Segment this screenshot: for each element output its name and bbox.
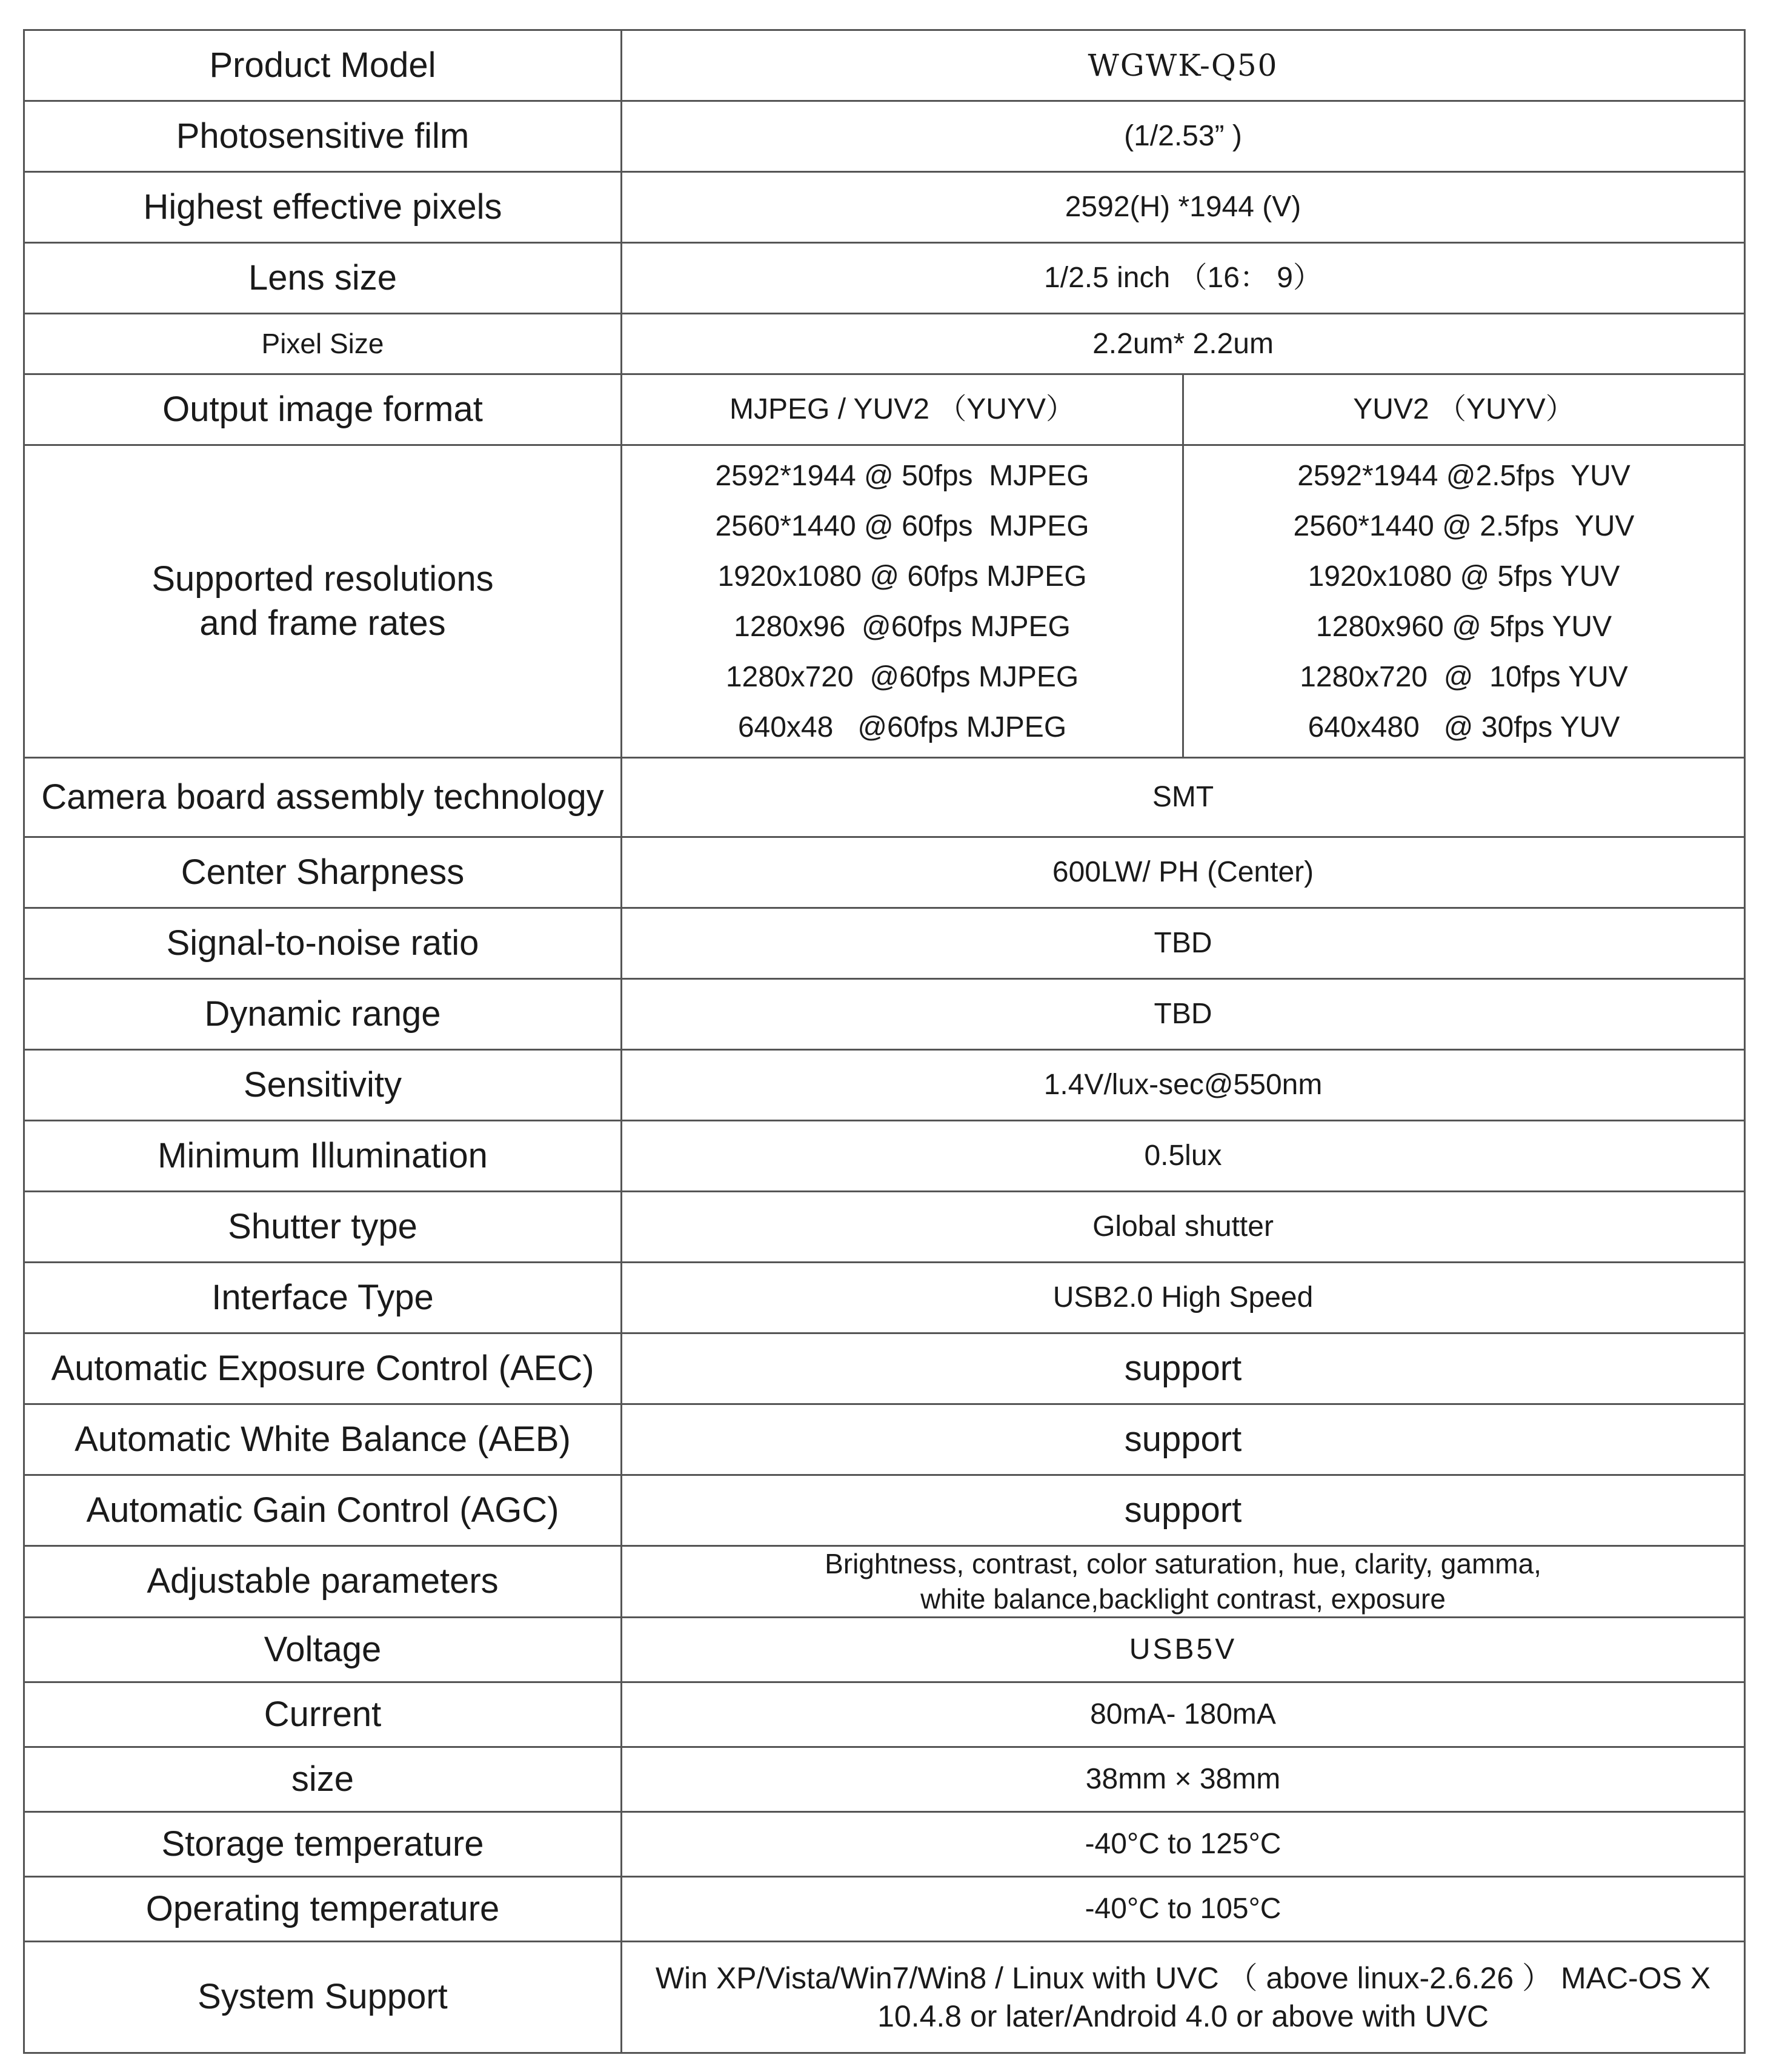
interface-type-value: USB2.0 High Speed (622, 1263, 1745, 1333)
row-lens-size (24, 243, 1745, 314)
size-value: 38mm × 38mm (622, 1747, 1745, 1812)
photosensitive-film-label: Photosensitive film (24, 101, 622, 172)
row-snr (24, 908, 1745, 979)
row-adjustable (24, 1546, 1745, 1618)
resolution-item: 1280x96 @60fps MJPEG (734, 610, 1071, 643)
row-storage-temp (24, 1812, 1745, 1877)
sharpness-label: Center Sharpness (24, 837, 622, 908)
row-operating-temp (24, 1877, 1745, 1942)
lens-size-label: Lens size (24, 243, 622, 314)
resolution-item: 1920x1080 @ 60fps MJPEG (717, 560, 1087, 593)
product-model-label: Product Model (24, 30, 622, 101)
min-illumination-label: Minimum Illumination (24, 1121, 622, 1192)
operating-temp-label: Operating temperature (24, 1877, 622, 1942)
resolution-item: 2592*1944 @ 50fps MJPEG (715, 459, 1089, 492)
row-sensitivity (24, 1050, 1745, 1121)
shutter-type-label: Shutter type (24, 1192, 622, 1263)
resolutions-label (24, 445, 622, 758)
row-sharpness (24, 837, 1745, 908)
row-photosensitive-film (24, 101, 1745, 172)
system-support-value-line1: Win XP/Vista/Win7/Win8 / Linux with UVC （ above linux-2.6.26 ） MAC-OS X (655, 1961, 1711, 1995)
row-assembly (24, 758, 1745, 837)
row-min-illumination (24, 1121, 1745, 1192)
spec-table (23, 29, 1746, 2054)
sharpness-value: 600LW/ PH (Center) (622, 837, 1745, 908)
system-support-value (622, 1942, 1745, 2053)
row-agc (24, 1475, 1745, 1546)
assembly-value: SMT (622, 758, 1745, 837)
dynamic-range-label: Dynamic range (24, 979, 622, 1050)
sensitivity-label: Sensitivity (24, 1050, 622, 1121)
resolution-item: 640x48 @60fps MJPEG (737, 711, 1067, 743)
agc-label: Automatic Gain Control (AGC) (24, 1475, 622, 1546)
operating-temp-value: -40°C to 105°C (622, 1877, 1745, 1942)
row-dynamic-range (24, 979, 1745, 1050)
row-product-model (24, 30, 1745, 101)
awb-value: support (622, 1404, 1745, 1475)
interface-type-label: Interface Type (24, 1263, 622, 1333)
current-label: Current (24, 1682, 622, 1747)
assembly-label: Camera board assembly technology (24, 758, 622, 837)
resolution-item: 1280x720 @60fps MJPEG (725, 660, 1079, 693)
adjustable-label: Adjustable parameters (24, 1546, 622, 1618)
row-voltage (24, 1618, 1745, 1682)
photosensitive-film-value: (1/2.53” ) (622, 101, 1745, 172)
dynamic-range-value: TBD (622, 979, 1745, 1050)
resolution-item: 1280x720 @ 10fps YUV (1300, 660, 1628, 693)
highest-pixels-label: Highest effective pixels (24, 172, 622, 243)
row-size (24, 1747, 1745, 1812)
min-illumination-value: 0.5lux (622, 1121, 1745, 1192)
row-pixel-size (24, 314, 1745, 374)
row-output-format (24, 374, 1745, 445)
system-support-value-line2: 10.4.8 or later/Android 4.0 or above with UVC (877, 1999, 1489, 2033)
adjustable-value (622, 1546, 1745, 1618)
resolutions-mjpeg-list (622, 445, 1183, 758)
sensitivity-value: 1.4V/lux-sec@550nm (622, 1050, 1745, 1121)
row-awb (24, 1404, 1745, 1475)
row-resolutions (24, 445, 1745, 758)
row-interface-type (24, 1263, 1745, 1333)
output-format-mjpeg: MJPEG / YUV2 （YUYV） (622, 374, 1183, 445)
shutter-type-value: Global shutter (622, 1192, 1745, 1263)
lens-size-value: 1/2.5 inch （16： 9） (622, 243, 1745, 314)
adjustable-value-line2: white balance,backlight contrast, exposure (920, 1582, 1446, 1615)
pixel-size-value: 2.2um* 2.2um (622, 314, 1745, 374)
current-value: 80mA- 180mA (622, 1682, 1745, 1747)
snr-value: TBD (622, 908, 1745, 979)
aec-value: support (622, 1333, 1745, 1404)
storage-temp-label: Storage temperature (24, 1812, 622, 1877)
storage-temp-value: -40°C to 125°C (622, 1812, 1745, 1877)
row-highest-pixels (24, 172, 1745, 243)
awb-label: Automatic White Balance (AEB) (24, 1404, 622, 1475)
agc-value: support (622, 1475, 1745, 1546)
row-system-support (24, 1942, 1745, 2053)
product-model-value: WGWK-Q50 (622, 30, 1745, 101)
resolution-item: 2592*1944 @2.5fps YUV (1297, 459, 1630, 492)
resolutions-label-line1: Supported resolutions (151, 559, 494, 599)
snr-label: Signal-to-noise ratio (24, 908, 622, 979)
row-aec (24, 1333, 1745, 1404)
size-label: size (24, 1747, 622, 1812)
highest-pixels-value: 2592(H) *1944 (V) (622, 172, 1745, 243)
system-support-label: System Support (24, 1942, 622, 2053)
row-current (24, 1682, 1745, 1747)
resolution-item: 640x480 @ 30fps YUV (1308, 711, 1620, 743)
adjustable-value-line1: Brightness, contrast, color saturation, hue, clarity, gamma, (825, 1548, 1541, 1579)
aec-label: Automatic Exposure Control (AEC) (24, 1333, 622, 1404)
resolution-item: 1280x960 @ 5fps YUV (1315, 610, 1612, 643)
resolutions-label-line2: and frame rates (199, 603, 446, 643)
pixel-size-label: Pixel Size (24, 314, 622, 374)
voltage-label: Voltage (24, 1618, 622, 1682)
resolution-item: 1920x1080 @ 5fps YUV (1308, 560, 1620, 593)
output-format-label: Output image format (24, 374, 622, 445)
resolution-item: 2560*1440 @ 2.5fps YUV (1293, 510, 1635, 542)
voltage-value: USB5V (622, 1618, 1745, 1682)
output-format-yuv: YUV2 （YUYV） (1183, 374, 1745, 445)
resolutions-yuv-list (1183, 445, 1745, 758)
resolution-item: 2560*1440 @ 60fps MJPEG (715, 510, 1089, 542)
row-shutter-type (24, 1192, 1745, 1263)
